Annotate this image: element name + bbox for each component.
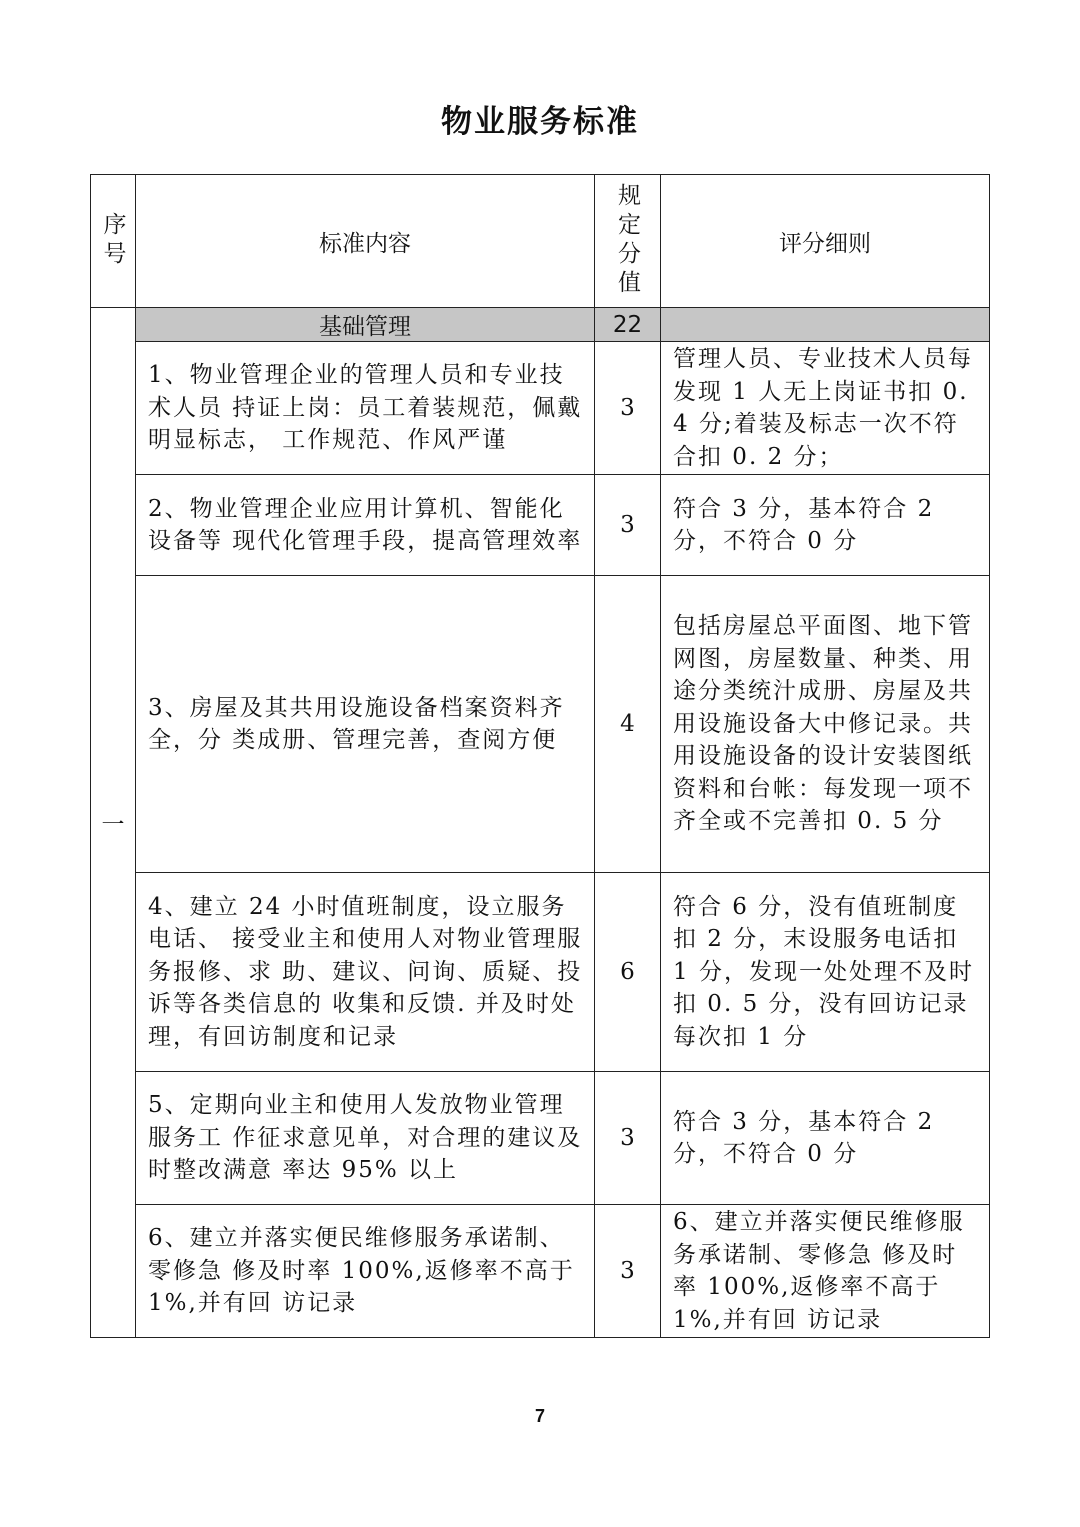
standards-table: [90, 174, 990, 1338]
row-content: 1、物业管理企业的管理人员和专业技术人员 持证上岗：员工着装规范，佩戴明显标志， 工作规范、作风严谨: [136, 342, 595, 475]
header-rules: 评分细则: [661, 175, 990, 308]
row-rule: 6、建立并落实便民维修服务承诺制、零修急 修及时率 100%,返修率不高于 1%,并有回 访记录: [661, 1205, 990, 1338]
page-number: 7: [534, 1406, 545, 1426]
table-row: [91, 1205, 990, 1338]
row-score: 3: [595, 1072, 661, 1205]
header-score: 规定分值: [595, 175, 661, 308]
row-content: 3、房屋及其共用设施设备档案资料齐全，分 类成册、管理完善，查阅方便: [136, 576, 595, 873]
row-score: 4: [595, 576, 661, 873]
row-score: 3: [595, 1205, 661, 1338]
row-score: 6: [595, 873, 661, 1072]
section-score: 22: [595, 308, 661, 342]
row-rule: 符合 3 分，基本符合 2 分，不符合 0 分: [661, 475, 990, 576]
table-row: [91, 475, 990, 576]
row-content: 5、定期向业主和使用人发放物业管理服务工 作征求意见单，对合理的建议及时整改满意 率达 95% 以上: [136, 1072, 595, 1205]
row-rule: 管理人员、专业技术人员每发现 1 人无上岗证书扣 0. 4 分;着装及标志一次不符合扣 0. 2 分；: [661, 342, 990, 475]
row-content: 6、建立并落实便民维修服务承诺制、零修急 修及时率 100%,返修率不高于 1%,并有回 访记录: [136, 1205, 595, 1338]
table-header-row: [91, 175, 990, 308]
header-content: 标准内容: [136, 175, 595, 308]
section-seq: 一: [91, 308, 136, 1338]
row-content: 4、建立 24 小时值班制度，设立服务电话、 接受业主和使用人对物业管理服务报修、求 助、建议、问询、质疑、投诉等各类信息的 收集和反馈. 并及时处理，有回访制度和记录: [136, 873, 595, 1072]
row-score: 3: [595, 475, 661, 576]
section-rule-empty: [661, 308, 990, 342]
table-row: [91, 873, 990, 1072]
header-seq: 序号: [91, 175, 136, 308]
row-rule: 符合 6 分，没有值班制度扣 2 分，末设服务电话扣 1 分，发现一处处理不及时扣 0. 5 分，没有回访记录每次扣 1 分: [661, 873, 990, 1072]
section-row: [91, 308, 990, 342]
table-row: [91, 342, 990, 475]
row-rule: 包括房屋总平面图、地下管网图，房屋数量、种类、用途分类统汁成册、房屋及共用设施设备大中修记录。共用设施设备的设计安装图纸资料和台帐：每发现一项不齐全或不完善扣 0. 5 分: [661, 576, 990, 873]
table-row: [91, 576, 990, 873]
section-name: 基础管理: [136, 308, 595, 342]
row-rule: 符合 3 分，基本符合 2 分，不符合 0 分: [661, 1072, 990, 1205]
table-row: [91, 1072, 990, 1205]
page-title: 物业服务标准: [441, 104, 639, 140]
row-score: 3: [595, 342, 661, 475]
row-content: 2、物业管理企业应用计算机、智能化设备等 现代化管理手段，提高管理效率: [136, 475, 595, 576]
